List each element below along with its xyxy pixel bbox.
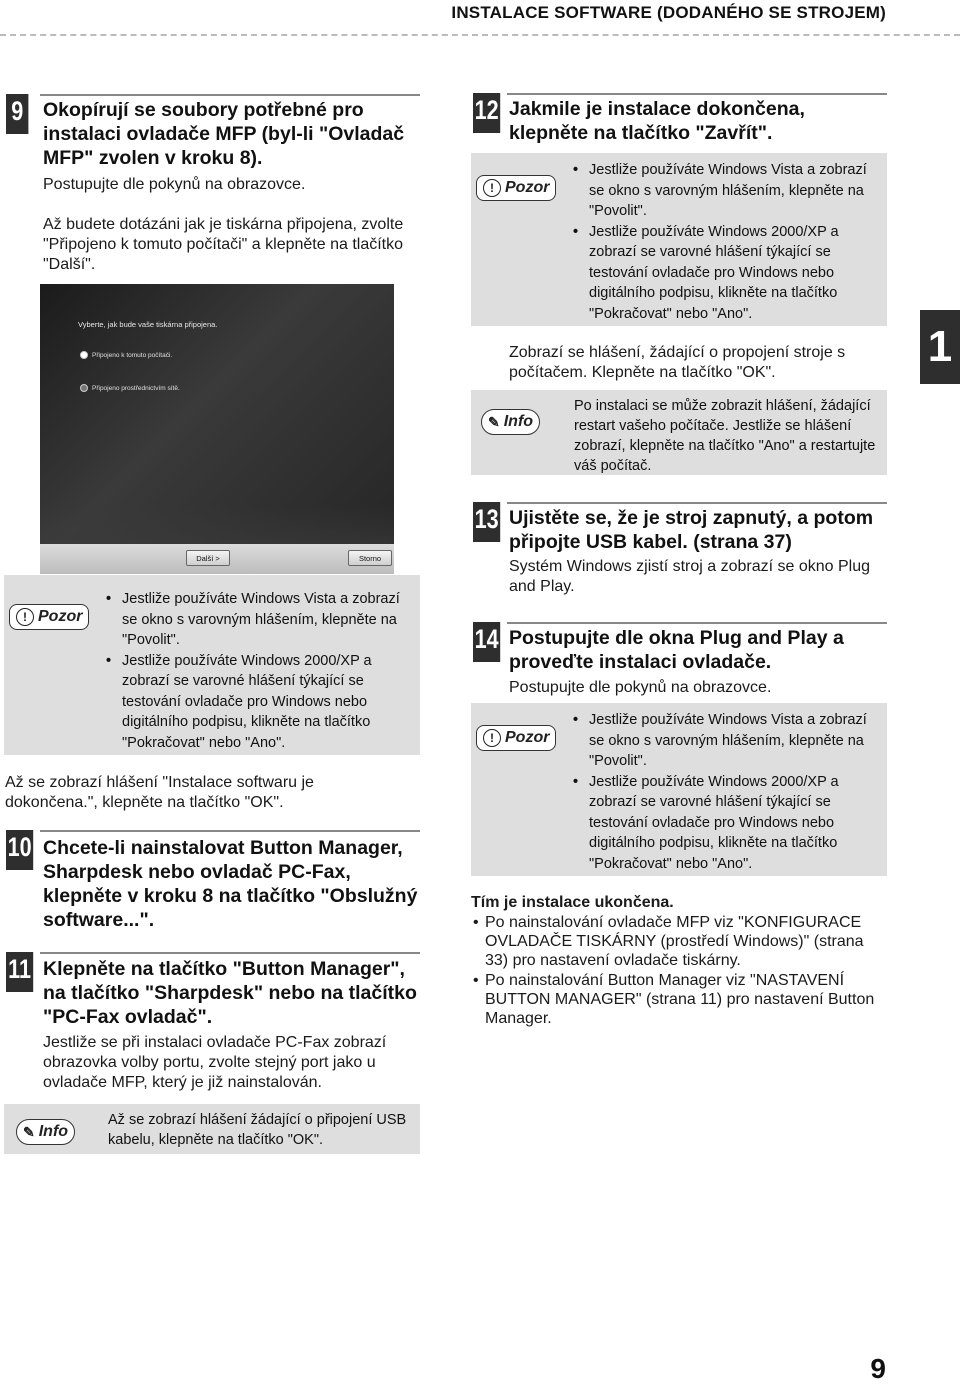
step-title: Chcete-li nainstalovat Button Manager, Sharpdesk nebo ovladač PC-Fax, klepněte v kroku 8 na tlačítko "Obslužný software...".	[43, 837, 418, 931]
running-header: INSTALACE SOFTWARE (DODANÉHO SE STROJEM)	[451, 3, 886, 22]
info-text: Až se zobrazí hlášení žádající o připojení USB kabelu, klepněte na tlačítko "OK".	[108, 1112, 407, 1148]
finish-item: • Po nainstalování ovladače MFP viz "KONFIGURACE OVLADAČE TISKÁRNY (prostředí Windows)" (strana 33) pro nastavení ovladače tiskárny.	[471, 913, 886, 970]
caution-item: • Jestliže používáte Windows 2000/XP a zobrazí se varovné hlášení týkající se testování ovladače pro Windows nebo digitálního podpisu, klikněte na tlačítko "Pokračovat" nebo "Ano".	[573, 222, 879, 325]
step-rule	[40, 94, 420, 96]
screenshot-option-label: Připojeno k tomuto počítači.	[92, 351, 173, 359]
caution-item: • Jestliže používáte Windows Vista a zobrazí se okno s varovným hlášením, klepněte na "Povolit".	[573, 160, 879, 222]
step-rule	[507, 93, 887, 95]
step-title: Okopírují se soubory potřebné pro instalaci ovladače MFP (byl-li "Ovladač MFP" zvolen v kroku 8).	[43, 99, 405, 169]
screenshot-option-network	[80, 384, 180, 392]
step-title: Jakmile je instalace dokončena, klepněte na tlačítko "Zavřít".	[509, 98, 805, 144]
caution-list	[573, 160, 879, 324]
caution-label: Pozor	[38, 608, 83, 625]
info-label: Info	[38, 1123, 69, 1140]
exclamation-icon: !	[16, 608, 34, 626]
screenshot-option-local	[80, 351, 172, 359]
step-text: Systém Windows zjistí stroj a zobrazí se okno Plug and Play.	[509, 558, 871, 595]
info-text: Po instalaci se může zobrazit hlášení, žádající restart vašeho počítače. Jestliže se hlášení zobrazí, klepněte na tlačítko "Ano" a restartujte váš počítač.	[574, 398, 876, 474]
exclamation-icon: !	[483, 729, 501, 747]
step-number: 12	[473, 93, 500, 133]
step-number: 9	[6, 94, 28, 134]
caution-list	[573, 710, 879, 874]
screenshot-cancel-button: Storno	[348, 550, 392, 566]
step-rule	[507, 502, 887, 504]
step-rule	[40, 952, 420, 954]
finish-title: Tím je instalace ukončena.	[471, 894, 674, 911]
exclamation-icon: !	[483, 179, 501, 197]
chapter-tab: 1	[920, 310, 960, 384]
step-title: Ujistěte se, že je stroj zapnutý, a potom připojte USB kabel. (strana 37)	[509, 507, 874, 553]
radio-icon	[80, 384, 88, 392]
step-text: Jestliže se při instalaci ovladače PC-Fax zobrazí obrazovka volby portu, zvolte stejný port jako u ovladače MFP, který je již nainstalován.	[43, 1034, 387, 1091]
caution-item: • Jestliže používáte Windows Vista a zobrazí se okno s varovným hlášením, klepněte na "Povolit".	[573, 710, 879, 772]
screenshot-next-button: Další >	[186, 550, 230, 566]
caution-item: • Jestliže používáte Windows 2000/XP a zobrazí se varovné hlášení týkající se testování ovladače pro Windows nebo digitálního podpisu, klikněte na tlačítko "Pokračovat" nebo "Ano".	[106, 651, 412, 754]
step-rule	[40, 830, 420, 832]
radio-selected-icon	[80, 351, 88, 359]
pencil-icon: ✎	[488, 413, 500, 430]
page-number: 9	[870, 1353, 886, 1384]
step-number: 13	[473, 502, 500, 542]
screenshot-option-label: Připojeno prostřednictvím sítě.	[92, 384, 180, 392]
screenshot-question: Vyberte, jak bude vaše tiskárna připojena.	[78, 320, 218, 329]
caution-badge	[9, 604, 89, 630]
caution-item: • Jestliže používáte Windows 2000/XP a zobrazí se varovné hlášení týkající se testování ovladače pro Windows nebo digitálního podpisu, klikněte na tlačítko "Pokračovat" nebo "Ano".	[573, 772, 879, 875]
caution-badge	[476, 725, 556, 751]
info-badge	[481, 409, 540, 435]
step-number: 10	[6, 830, 33, 870]
pencil-icon: ✎	[23, 1123, 35, 1140]
step-number: 11	[6, 952, 33, 992]
header-rule	[0, 34, 960, 36]
step-text: Zobrazí se hlášení, žádající o propojení stroje s počítačem. Klepněte na tlačítko "OK".	[509, 344, 846, 381]
caution-item: • Jestliže používáte Windows Vista a zobrazí se okno s varovným hlášením, klepněte na "Povolit".	[106, 589, 412, 651]
caution-label: Pozor	[505, 729, 550, 746]
info-badge	[16, 1119, 75, 1145]
step-text: Postupujte dle pokynů na obrazovce.	[509, 679, 772, 696]
info-label: Info	[503, 413, 534, 430]
finish-item: • Po nainstalování Button Manager viz "NASTAVENÍ BUTTON MANAGER" (strana 11) pro nastavení Button Manager.	[471, 971, 886, 1028]
finish-list	[471, 913, 886, 1029]
step-text: Až budete dotázáni jak je tiskárna připojena, zvolte "Připojeno k tomuto počítači" a klepněte na tlačítko "Další".	[43, 216, 404, 273]
caution-badge	[476, 175, 556, 201]
step-title: Postupujte dle okna Plug and Play a proveďte instalaci ovladače.	[509, 627, 844, 673]
installer-screenshot	[40, 284, 394, 574]
caution-label: Pozor	[505, 179, 550, 196]
step-title: Klepněte na tlačítko "Button Manager", na tlačítko "Sharpdesk" nebo na tlačítko "PC-Fax ovladač".	[43, 958, 417, 1028]
step-text: Až se zobrazí hlášení "Instalace softwaru je dokončena.", klepněte na tlačítko "OK".	[5, 774, 314, 811]
step-rule	[507, 622, 887, 624]
step-text: Postupujte dle pokynů na obrazovce.	[43, 176, 306, 193]
caution-list	[106, 589, 412, 753]
step-number: 14	[473, 622, 500, 662]
